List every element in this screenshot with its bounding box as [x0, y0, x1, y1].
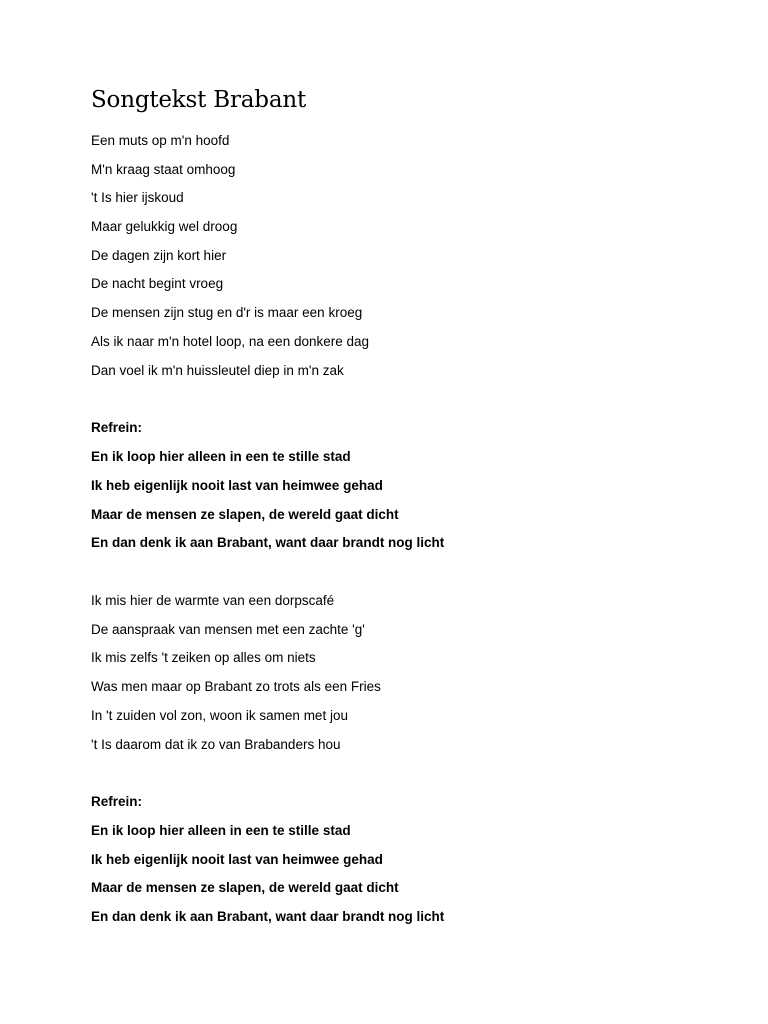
lyric-line: Een muts op m'n hoofd: [91, 133, 230, 148]
chorus-line: Maar de mensen ze slapen, de wereld gaat dicht: [91, 880, 399, 895]
lyric-line: In 't zuiden vol zon, woon ik samen met jou: [91, 708, 348, 723]
lyric-line: De mensen zijn stug en d'r is maar een kroeg: [91, 305, 363, 320]
chorus-line: Maar de mensen ze slapen, de wereld gaat dicht: [91, 507, 399, 522]
lyric-line: De nacht begint vroeg: [91, 276, 224, 291]
lyric-line: Dan voel ik m'n huissleutel diep in m'n zak: [91, 363, 344, 378]
page-title: Songtekst Brabant: [91, 87, 306, 113]
lyric-line: De dagen zijn kort hier: [91, 248, 227, 263]
chorus-label: Refrein:: [91, 794, 143, 809]
lyric-line: De aanspraak van mensen met een zachte 'g': [91, 622, 365, 637]
chorus-line: En dan denk ik aan Brabant, want daar brandt nog licht: [91, 535, 445, 550]
chorus-line: Ik heb eigenlijk nooit last van heimwee gehad: [91, 478, 383, 493]
lyric-line: Ik mis zelfs 't zeiken op alles om niets: [91, 650, 316, 665]
lyric-line: 't Is daarom dat ik zo van Brabanders hou: [91, 737, 341, 752]
chorus-label: Refrein:: [91, 420, 143, 435]
chorus-line: En ik loop hier alleen in een te stille stad: [91, 823, 351, 838]
chorus-line: Ik heb eigenlijk nooit last van heimwee gehad: [91, 852, 383, 867]
lyric-line: M'n kraag staat omhoog: [91, 162, 236, 177]
lyric-line: 't Is hier ijskoud: [91, 190, 184, 205]
lyric-line: Maar gelukkig wel droog: [91, 219, 238, 234]
chorus-line: En ik loop hier alleen in een te stille stad: [91, 449, 351, 464]
chorus-line: En dan denk ik aan Brabant, want daar brandt nog licht: [91, 909, 445, 924]
lyric-line: Ik mis hier de warmte van een dorpscafé: [91, 593, 335, 608]
lyric-line: Was men maar op Brabant zo trots als een Fries: [91, 679, 381, 694]
lyric-line: Als ik naar m'n hotel loop, na een donkere dag: [91, 334, 370, 349]
